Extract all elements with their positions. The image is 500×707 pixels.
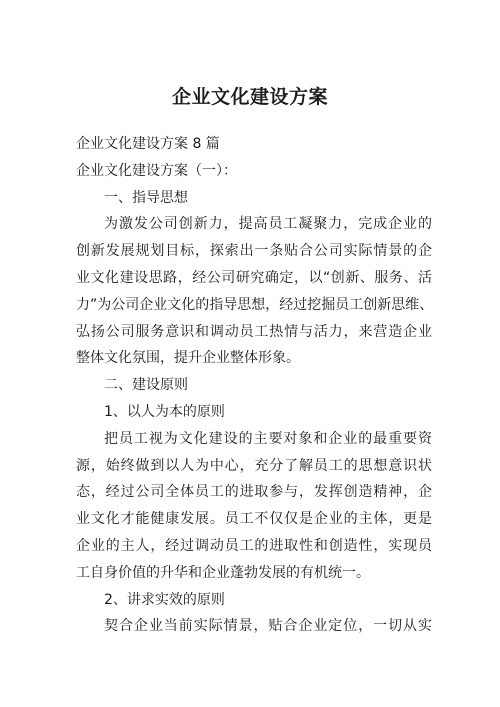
paragraph-line: 态，经过公司全体员工的进取参与，发挥创造精神，企 (76, 484, 432, 501)
paragraph-line: 把员工视为文化建设的主要对象和企业的最重要资 (104, 430, 432, 447)
paragraph-line: 工自身价值的升华和企业蓬勃发展的有机统一。 (76, 564, 370, 581)
paragraph-line: 源，始终做到以人为中心，充分了解员工的思想意识状 (76, 457, 432, 474)
paragraph-line: 业文化建设思路，经公司研究确定，以“创新、服务、活 (76, 269, 432, 286)
heading-construction-principles: 二、建设原则 (104, 377, 188, 394)
subheading-people-oriented: 1、以人为本的原则 (104, 403, 225, 420)
section-intro-line: 企业文化建设方案（一）： (76, 162, 237, 179)
document-body (76, 131, 432, 640)
subheading-practical-results: 2、讲求实效的原则 (104, 591, 225, 608)
heading-guiding-thought: 一、指导思想 (104, 189, 188, 206)
paragraph-line: 企业的主人，经过调动员工的进取性和创造性，实现员 (76, 537, 432, 554)
paragraph-line: 整体文化氛围，提升企业整体形象。 (76, 350, 300, 367)
paragraph-line: 力”为公司企业文化的指导思想，经过挖掘员工创新思维、 (76, 296, 434, 313)
document-title: 企业文化建设方案 (171, 86, 328, 108)
paragraph-line: 为激发公司创新力，提高员工凝聚力，完成企业的 (104, 216, 432, 233)
paragraph-line: 业文化才能健康发展。员工不仅仅是企业的主体，更是 (76, 511, 432, 528)
subtitle-line: 企业文化建设方案 8 篇 (76, 136, 220, 152)
paragraph-line: 契合企业当前实际情景，贴合企业定位，一切从实 (104, 618, 432, 635)
paragraph-line: 弘扬公司服务意识和调动员工热情与活力，来营造企业 (76, 323, 432, 340)
paragraph-line: 创新发展规划目标，探索出一条贴合公司实际情景的企 (76, 243, 432, 260)
